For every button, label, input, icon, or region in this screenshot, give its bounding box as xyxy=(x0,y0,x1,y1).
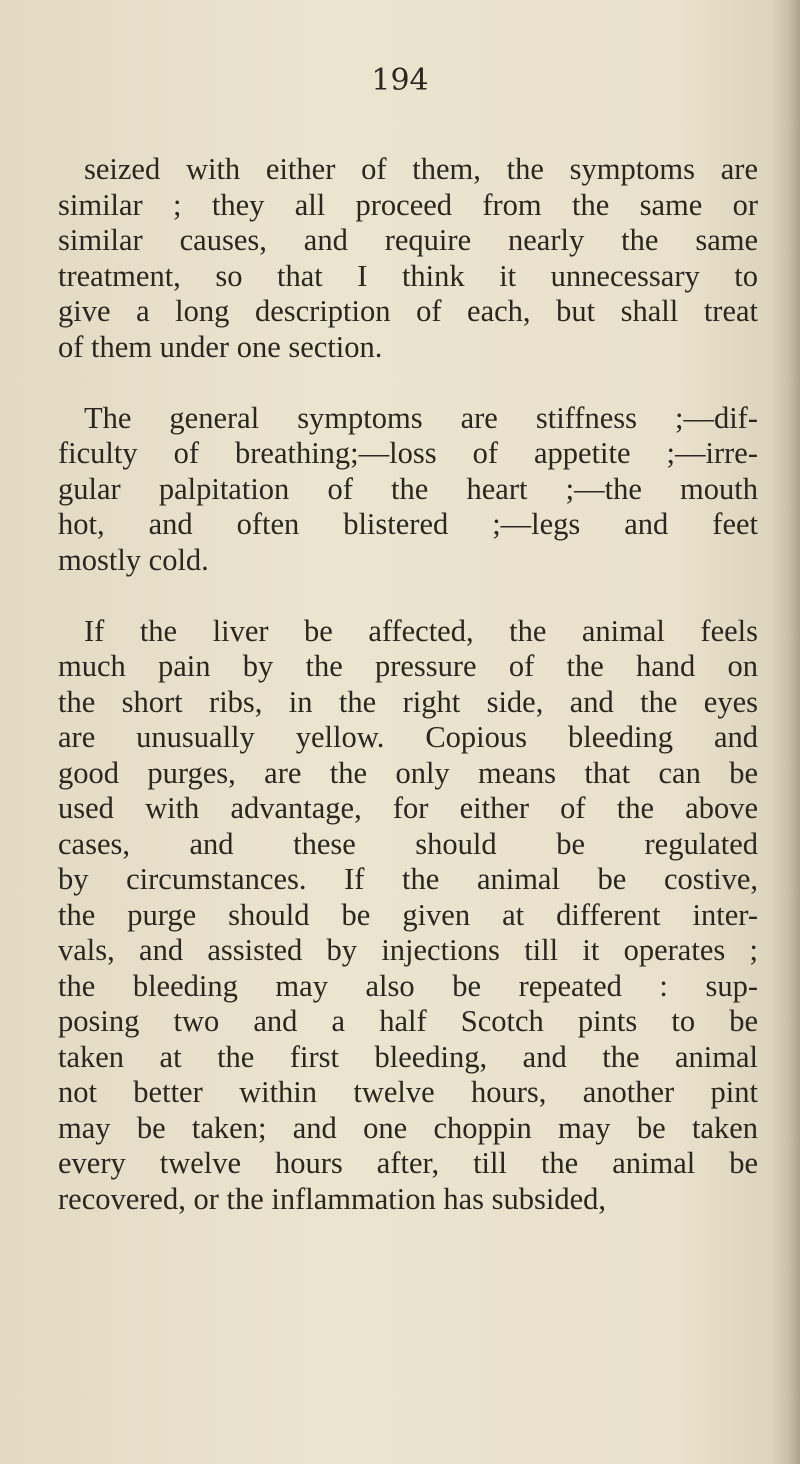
text-line: the bleeding may also be repeated : sup- xyxy=(58,968,758,1003)
text-line: similar ; they all proceed from the same or xyxy=(58,187,758,222)
body-text xyxy=(58,152,758,1253)
text-line: not better within twelve hours, another pint xyxy=(58,1075,758,1109)
text-line: similar causes, and require nearly the same xyxy=(58,223,758,257)
text-line: mostly cold. xyxy=(58,542,209,577)
page-number: 194 xyxy=(371,63,429,98)
text-line: by circumstances. If the animal be costive, xyxy=(58,862,758,896)
text-line: vals, and assisted by injections till it operates ; xyxy=(58,933,758,967)
text-line: treatment, so that I think it unnecessary to xyxy=(58,258,758,293)
text-line: the short ribs, in the right side, and the eyes xyxy=(58,684,758,719)
text-line: posing two and a half Scotch pints to be xyxy=(58,1004,758,1038)
text-line: gular palpitation of the heart ;—the mouth xyxy=(58,471,758,506)
text-line: the purge should be given at different inter- xyxy=(58,897,758,932)
page-edge-shadow xyxy=(772,0,800,1464)
text-line: taken at the first bleeding, and the animal xyxy=(58,1039,758,1074)
text-line: are unusually yellow. Copious bleeding and xyxy=(58,720,758,754)
paragraph-1 xyxy=(58,152,758,365)
text-line: may be taken; and one choppin may be taken xyxy=(58,1110,758,1145)
paragraph-2 xyxy=(58,401,758,579)
paragraph-3 xyxy=(58,614,758,1218)
text-line: good purges, are the only means that can be xyxy=(58,755,758,790)
text-line: used with advantage, for either of the above xyxy=(58,791,758,825)
text-line: recovered, or the inflammation has subsided, xyxy=(58,1181,606,1216)
text-line: If the liver be affected, the animal feels xyxy=(84,613,758,648)
text-line: give a long description of each, but shall treat xyxy=(58,294,758,328)
text-line: ficulty of breathing;—loss of appetite ;—irre- xyxy=(58,436,758,470)
text-line: cases, and these should be regulated xyxy=(58,826,758,861)
text-line: of them under one section. xyxy=(58,329,383,364)
text-line: much pain by the pressure of the hand on xyxy=(58,649,758,683)
text-line: hot, and often blistered ;—legs and feet xyxy=(58,507,758,541)
text-line: seized with either of them, the symptoms are xyxy=(84,152,758,186)
text-line: every twelve hours after, till the animal be xyxy=(58,1146,758,1180)
text-line: The general symptoms are stiffness ;—dif- xyxy=(84,400,758,435)
